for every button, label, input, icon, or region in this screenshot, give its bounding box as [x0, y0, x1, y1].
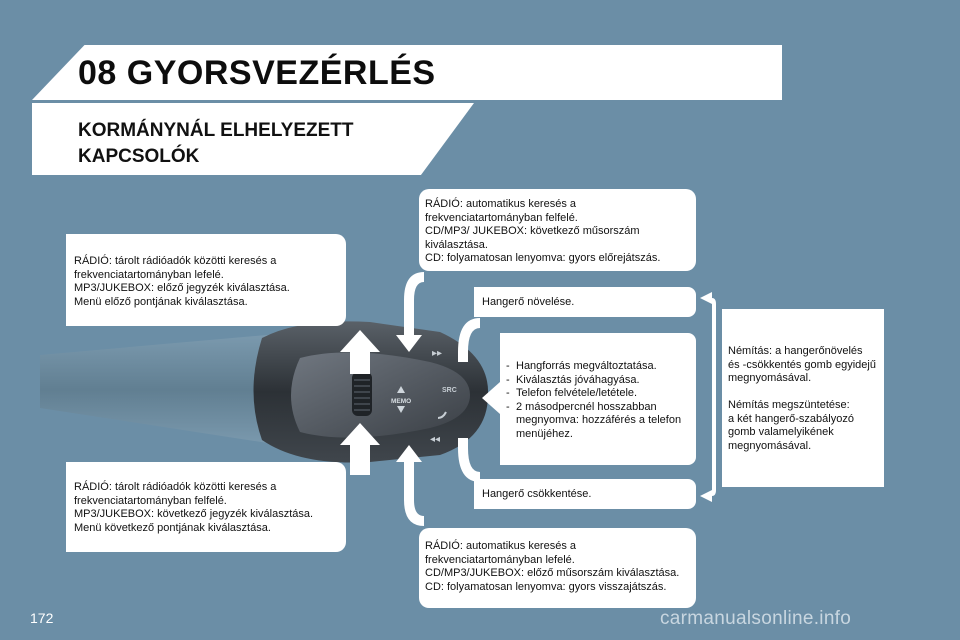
text-line: megnyomásával. — [728, 439, 812, 452]
list-item-text: Hangforrás megváltoztatása. — [516, 360, 657, 372]
text-line: frekvenciatartományban lefelé. — [74, 268, 224, 281]
text-line: kiválasztása. — [425, 238, 488, 251]
list-item: - Hangforrás megváltoztatása. — [506, 360, 657, 372]
text-line: RÁDIÓ: tárolt rádióadók közötti keresés a — [74, 481, 277, 493]
text-line: CD/MP3/JUKEBOX: előző műsorszám kiválasztása. — [425, 567, 680, 579]
box-seek-back — [419, 528, 696, 608]
chapter-number: 08 — [78, 54, 117, 92]
src-label: SRC — [442, 387, 457, 394]
list-item-text: Telefon felvétele/letétele. — [516, 387, 638, 399]
box-wheel-down — [66, 462, 346, 552]
arrow-volume-down-icon — [458, 438, 480, 482]
text-line: CD: folyamatosan lenyomva: gyors visszajátszás. — [425, 580, 667, 593]
text-line: Menü előző pontjának kiválasztása. — [74, 295, 248, 308]
text-line: megnyomásával. — [728, 372, 812, 384]
text-line: RÁDIÓ: automatikus keresés a — [425, 198, 577, 210]
text-line: Némítás: a hangerőnövelés — [728, 345, 863, 357]
text-line: és -csökkentés gomb egyidejű — [728, 358, 876, 371]
text-line: MP3/JUKEBOX: előző jegyzék kiválasztása. — [74, 282, 290, 294]
text-line: RÁDIÓ: tárolt rádióadók közötti keresés a — [74, 255, 277, 267]
text-line: Hangerő csökkentése. — [482, 488, 592, 500]
text-line: a két hangerő-szabályozó — [728, 412, 854, 425]
text-line: gomb valamelyikének — [728, 426, 834, 438]
box-wheel-up — [66, 234, 346, 326]
page-number: 172 — [30, 610, 54, 626]
list-item: - 2 másodpercnél hosszabban megnyomva: hozzáférés a telefon menüjéhez. — [506, 401, 690, 442]
text-line: CD: folyamatosan lenyomva: gyors előrejátszás. — [425, 252, 661, 264]
text-line: RÁDIÓ: automatikus keresés a — [425, 540, 577, 552]
list-item: - Kiválasztás jóváhagyása. — [506, 373, 640, 386]
list-item-text: 2 másodpercnél hosszabban megnyomva: hozzáférés a telefon menüjéhez. — [516, 400, 682, 440]
text-line: frekvenciatartományban lefelé. — [425, 553, 575, 566]
seek-back-icon: ◂◂ — [430, 434, 441, 445]
text-line: Hangerő növelése. — [482, 296, 575, 308]
text-line: frekvenciatartományban felfelé. — [74, 494, 227, 507]
list-item-text: Kiválasztás jóváhagyása. — [516, 373, 640, 386]
seek-forward-icon: ▸▸ — [432, 348, 443, 359]
box-volume-down — [474, 479, 696, 509]
box-source — [500, 333, 696, 465]
text-line: Némítás megszüntetése: — [728, 399, 850, 411]
subtitle-line: KORMÁNYNÁL ELHELYEZETT — [78, 120, 354, 141]
text-line: frekvenciatartományban felfelé. — [425, 211, 578, 224]
arrow-seek-back-icon — [396, 445, 424, 526]
text-line: Menü következő pontjának kiválasztása. — [74, 521, 271, 534]
memo-label: MEMO — [391, 398, 412, 405]
list-item: - Telefon felvétele/letétele. — [506, 387, 638, 399]
box-volume-up — [474, 287, 696, 317]
box-mute — [722, 309, 884, 487]
box-seek-forward — [419, 189, 696, 271]
text-line: CD/MP3/ JUKEBOX: következő műsorszám — [425, 225, 640, 237]
watermark: carmanualsonline.info — [660, 608, 852, 629]
text-line: MP3/JUKEBOX: következő jegyzék kiválasztása. — [74, 508, 314, 520]
chapter-title: GYORSVEZÉRLÉS — [126, 54, 436, 92]
subtitle-line: KAPCSOLÓK — [78, 146, 200, 167]
mute-bracket-icon — [700, 292, 716, 502]
text-line — [728, 386, 878, 400]
